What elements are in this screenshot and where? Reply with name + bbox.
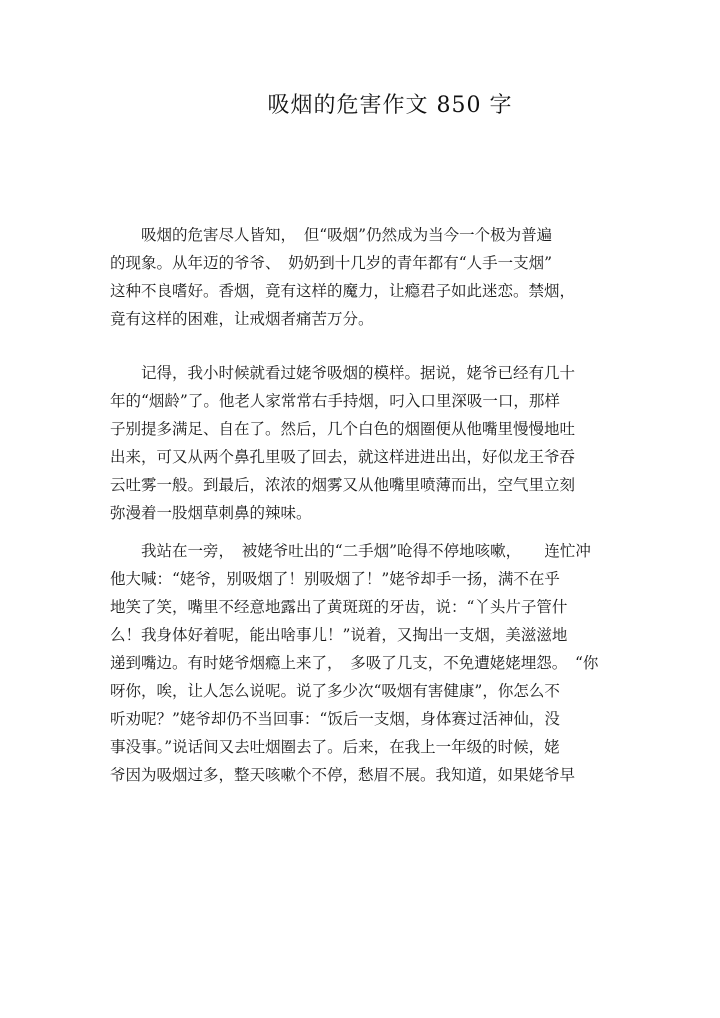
text-line: 我站在一旁， 被姥爷吐出的“二手烟”呛得不停地咳嗽， 连忙冲 xyxy=(110,542,591,560)
text-line: 记得，我小时候就看过姥爷吸烟的模样。据说，姥爷已经有几十 xyxy=(110,364,576,382)
text-line: 吸烟的危害尽人皆知， 但“吸烟”仍然成为当今一个极为普遍 xyxy=(110,226,553,244)
text-line: 年的“烟龄”了。他老人家常常右手持烟，叼入口里深吸一口，那样 xyxy=(110,392,560,410)
document-title: 吸烟的危害作文 850 字 xyxy=(267,93,513,118)
text-line: 事没事。”说话间又去吐烟圈去了。后来，在我上一年级的时候，姥 xyxy=(110,738,560,756)
paragraph-2 xyxy=(110,359,600,527)
text-line: 听劝呢？”姥爷却仍不当回事：“饭后一支烟，身体赛过活神仙，没 xyxy=(110,710,560,728)
text-line: 子别提多满足、自在了。然后，几个白色的烟圈便从他嘴里慢慢地吐 xyxy=(110,420,576,438)
text-line: 爷因为吸烟过多，整天咳嗽个不停，愁眉不展。我知道，如果姥爷早 xyxy=(110,766,576,784)
text-line: 么！我身体好着呢，能出啥事儿！”说着，又掏出一支烟，美滋滋地 xyxy=(110,626,568,644)
text-line: 他大喊：“姥爷，别吸烟了！别吸烟了！”姥爷却手一扬，满不在乎 xyxy=(110,570,560,588)
document-body xyxy=(110,221,600,789)
text-line: 弥漫着一股烟草刺鼻的辣味。 xyxy=(110,504,312,522)
text-line: 竟有这样的困难，让戒烟者痛苦万分。 xyxy=(110,310,374,328)
text-line: 这种不良嗜好。香烟，竟有这样的魔力，让瘾君子如此迷恋。禁烟， xyxy=(110,282,576,300)
paragraph-1 xyxy=(110,221,600,333)
paragraph-3 xyxy=(110,537,600,789)
text-line: 出来，可又从两个鼻孔里吸了回去，就这样进进出出，好似龙王爷吞 xyxy=(110,448,576,466)
paragraph-spacer xyxy=(110,333,600,359)
text-line: 云吐雾一般。到最后，浓浓的烟雾又从他嘴里喷薄而出，空气里立刻 xyxy=(110,476,576,494)
text-line: 呀你，唉，让人怎么说呢。说了多少次“吸烟有害健康”，你怎么不 xyxy=(110,682,560,700)
paragraph-spacer xyxy=(110,527,600,537)
text-line: 地笑了笑，嘴里不经意地露出了黄斑斑的牙齿，说：“丫头片子管什 xyxy=(110,598,568,616)
text-line: 的现象。从年迈的爷爷、 奶奶到十几岁的青年都有“人手一支烟” xyxy=(110,254,553,272)
text-line: 递到嘴边。有时姥爷烟瘾上来了， 多吸了几支，不免遭姥姥埋怨。 “你 xyxy=(110,654,599,672)
